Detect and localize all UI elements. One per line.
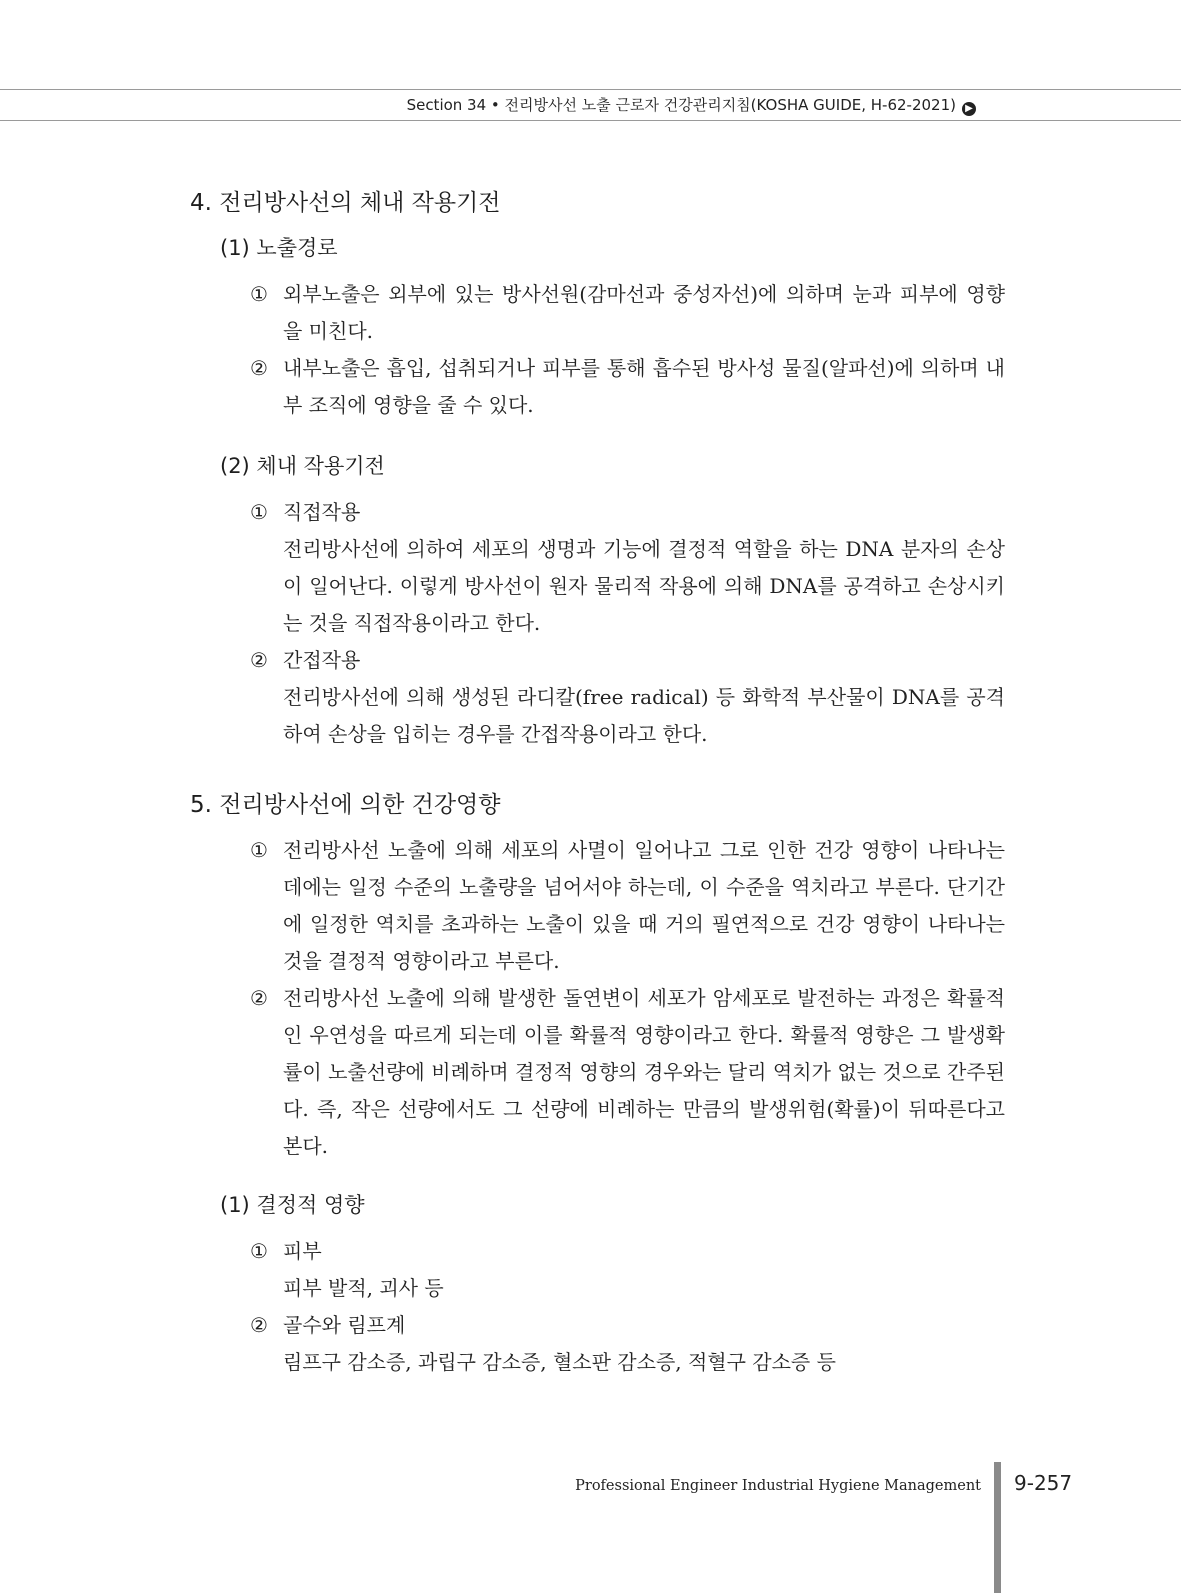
item-text: 전리방사선 노출에 의해 세포의 사멸이 일어나고 그로 인한 건강 영향이 나타나는 데에는 일정 수준의 노출량을 넘어서야 하는데, 이 수준을 역치라고 부른다. 단기간에 일정한 역치를 초과하는 노출이 있을 때 거의 필연적으로 건강 영향이 나타나는 것을 결정적 영향이라고 부른다. (283, 838, 1005, 973)
item-number: ② (250, 986, 268, 1010)
item-number: ① (250, 1239, 268, 1263)
item-number: ① (250, 282, 268, 306)
footer-vertical-bar (994, 1462, 1001, 1593)
list-item (250, 350, 1005, 424)
item-label: 직접작용 (283, 500, 361, 524)
item-text: 전리방사선 노출에 의해 발생한 돌연변이 세포가 암세포로 발전하는 과정은 확률적인 우연성을 따르게 되는데 이를 확률적 영향이라고 한다. 확률적 영향은 그 발생확률이 노출선량에 비례하며 결정적 영향의 경우와는 달리 역치가 없는 것으로 간주된다. 즉, 작은 선량에서도 그 선량에 비례하는 만큼의 발생위험(확률)이 뒤따른다고 본다. (283, 986, 1005, 1158)
item-text: 외부노출은 외부에 있는 방사선원(감마선과 중성자선)에 의하며 눈과 피부에 영향을 미친다. (283, 282, 1005, 343)
list-item (250, 276, 1005, 350)
item-text: 내부노출은 흡입, 섭취되거나 피부를 통해 흡수된 방사성 물질(알파선)에 의하며 내부 조직에 영향을 줄 수 있다. (283, 356, 1005, 417)
item-number: ② (250, 356, 268, 380)
item-body-direct-action: 전리방사선에 의하여 세포의 생명과 기능에 결정적 역할을 하는 DNA 분자의 손상이 일어난다. 이렇게 방사선이 원자 물리적 작용에 의해 DNA를 공격하고 손상시키는 것을 직접작용이라고 한다. (283, 537, 1005, 635)
item-body-indirect-action: 전리방사선에 의해 생성된 라디칼(free radical) 등 화학적 부산물이 DNA를 공격하여 손상을 입히는 경우를 간접작용이라고 한다. (283, 685, 1005, 746)
item-label: 피부 (283, 1239, 322, 1263)
running-title: Section 34 • 전리방사선 노출 근로자 건강관리지침(KOSHA GUIDE, H-62-2021) (406, 96, 956, 114)
item-label-skin (250, 1233, 322, 1270)
list-item (250, 980, 1005, 1165)
item-body-bone-marrow: 림프구 감소증, 과립구 감소증, 혈소판 감소증, 적혈구 감소증 등 (283, 1350, 836, 1374)
item-number: ① (250, 500, 268, 524)
item-label-indirect-action (250, 642, 360, 679)
section-5-heading: 5. 전리방사선에 의한 건강영향 (190, 792, 501, 818)
subsection-deterministic-heading: (1) 결정적 영향 (220, 1193, 365, 1217)
subsection-mechanism-heading: (2) 체내 작용기전 (220, 454, 385, 478)
list-item (250, 832, 1005, 980)
page-number: 9-257 (1014, 1471, 1073, 1495)
header-bottom-rule (0, 120, 1181, 121)
item-number: ① (250, 838, 268, 862)
running-header (407, 94, 976, 116)
item-label-bone-marrow (250, 1307, 405, 1344)
item-number: ② (250, 648, 268, 672)
item-number: ② (250, 1313, 268, 1337)
section-4-heading: 4. 전리방사선의 체내 작용기전 (190, 190, 501, 216)
item-label: 간접작용 (283, 648, 361, 672)
item-body-skin: 피부 발적, 괴사 등 (283, 1276, 444, 1300)
header-top-rule (0, 89, 1181, 90)
item-label-direct-action (250, 494, 360, 531)
item-label: 골수와 림프계 (283, 1313, 406, 1337)
chevron-circle-right-icon: ▶ (962, 102, 976, 116)
footer-book-title: Professional Engineer Industrial Hygiene Management (575, 1478, 981, 1494)
subsection-exposure-route-heading: (1) 노출경로 (220, 236, 338, 260)
